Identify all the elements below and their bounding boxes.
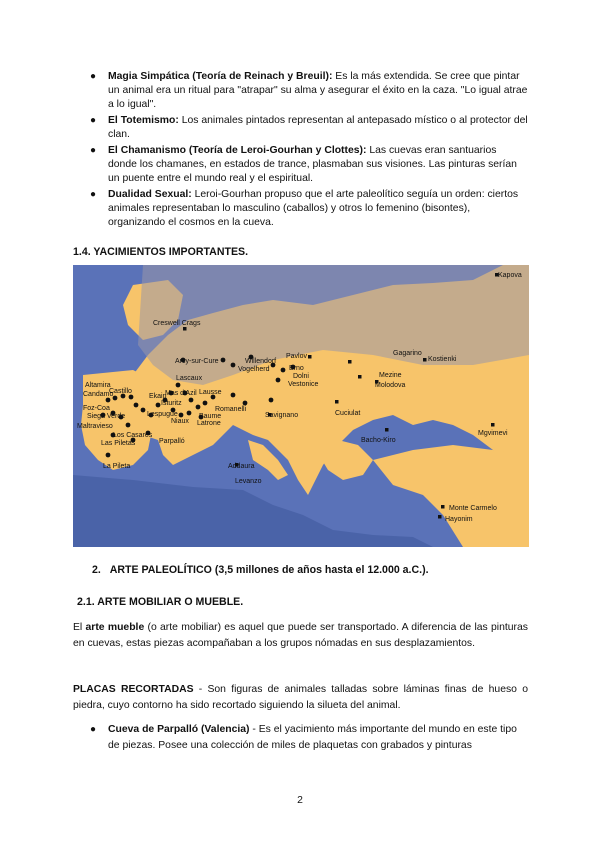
list-item	[88, 144, 528, 186]
theory-desc: Las cuevas eran santuarios donde los chamanes, en estados de trance, plasmaban sus visiones. Las pinturas serían un puente entre el mundo real y el espiritual.	[108, 145, 517, 184]
map-label: Creswell Crags	[153, 320, 201, 327]
heading-2-number: 2.	[92, 564, 101, 576]
text-run: (o arte mobiliar) es aquel que puede ser transportado. A diferencia de las pinturas en cuevas, estas piezas acompañaban a los grupos nómadas en sus desplazamientos.	[73, 622, 528, 649]
map-label: Lascaux	[176, 375, 203, 382]
map-label: Mezine	[379, 372, 402, 379]
heading-2	[92, 564, 429, 576]
map-label: Monte Carmelo	[449, 505, 497, 512]
map-label: Foz-Coa	[83, 405, 110, 412]
map-label: Niaux	[171, 418, 189, 425]
map-label: Mgvimevi	[478, 430, 508, 437]
map-label: Lespugue	[147, 411, 178, 418]
section-heading-2-1: 2.1. ARTE MOBILIAR O MUEBLE.	[77, 596, 244, 608]
sites-list	[88, 722, 528, 756]
map-label: Savignano	[265, 412, 299, 419]
map-label: Vogelherd	[238, 366, 270, 373]
map-label: Hayonim	[445, 516, 473, 523]
map-label: Molodova	[375, 382, 406, 389]
map-label: La Pileta	[103, 463, 131, 470]
text-run-bold: arte mueble	[85, 622, 145, 633]
map-label: Kostienki	[428, 356, 457, 363]
theory-term: El Chamanismo (Teoría de Leroi-Gourhan y Clottes):	[108, 145, 367, 156]
map-label: Kapova	[498, 272, 522, 279]
bullet-icon: ●	[90, 71, 97, 82]
list-item	[88, 188, 528, 230]
map-label: Altamira	[85, 382, 111, 389]
map-label: Las Piletas	[101, 440, 136, 447]
list-item	[88, 70, 528, 112]
theory-term: Dualidad Sexual:	[108, 189, 192, 200]
page-number: 2	[297, 795, 303, 806]
map-label: Addaura	[228, 463, 255, 470]
theory-desc: Los animales pintados representan al antepasado místico o al protector del clan.	[108, 115, 528, 140]
map-label: Pavlov	[286, 353, 308, 360]
theory-term: Magia Simpática (Teoría de Reinach y Breuil):	[108, 71, 333, 82]
map-label: Los Casares	[113, 432, 153, 439]
bullet-icon: ●	[90, 724, 97, 735]
bullet-icon: ●	[90, 145, 97, 156]
map-label: Willendorf	[245, 358, 277, 365]
theory-desc: Leroi-Gourhan propuso que el arte paleolítico seguía un orden: ciertos animales representaban lo masculino (caballos) y otros lo femenino (bisontes), organizando el cosmos en la cueva.	[108, 189, 519, 228]
map-label: Parpalló	[159, 438, 185, 445]
map-label: Maltravieso	[77, 423, 113, 430]
list-item	[88, 114, 528, 142]
map-label: Mas d'Azil	[165, 390, 197, 397]
map-label: Gagarino	[393, 350, 422, 357]
bullet-icon: ●	[90, 115, 97, 126]
map-label: Brno	[289, 365, 304, 372]
map-label: Vestonice	[288, 381, 319, 388]
map-label: Romanelli	[215, 406, 247, 413]
map-label: Isturitz	[161, 400, 182, 407]
sites-map	[73, 265, 529, 547]
theory-term: El Totemismo:	[108, 115, 179, 126]
heading-2-text: ARTE PALEOLÍTICO (3,5 millones de años hasta el 12.000 a.C.).	[109, 564, 429, 576]
theory-desc: Es la más extendida. Se cree que pintar un animal era un ritual para "atrapar" su alma y asegurar el éxito en la caza. "Lo igual atrae a lo igual".	[108, 71, 528, 110]
theories-list	[88, 70, 528, 232]
paragraph-placas	[73, 682, 528, 714]
desc: - Son figuras de animales talladas sobre láminas finas de hueso o piedra, cuyo contorno ha sido recortado siguiendo la silueta del animal.	[73, 684, 528, 711]
map-label: Candamo	[83, 391, 114, 398]
bullet-icon: ●	[90, 189, 97, 200]
section-heading-1-4: 1.4. YACIMIENTOS IMPORTANTES.	[73, 246, 249, 258]
map-label: Siega Verde	[87, 413, 126, 420]
term: PLACAS RECORTADAS	[73, 684, 194, 695]
map-label: Arcy-sur-Cure	[175, 358, 219, 365]
paragraph-arte-mueble	[73, 620, 528, 652]
map-label: Lausse	[199, 389, 222, 396]
site-desc: - Es el yacimiento más importante del mundo en este tipo de piezas. Posee una colección de miles de plaquetas con grabados y pinturas	[108, 724, 517, 751]
europe-map	[73, 265, 529, 547]
map-label: Bacho-Kiro	[361, 437, 396, 444]
map-label: Levanzo	[235, 478, 262, 485]
map-label: Dolni	[293, 373, 309, 380]
site-term: Cueva de Parpalló (Valencia)	[108, 724, 250, 735]
map-label: Cuciulat	[335, 410, 361, 417]
text-run: El	[73, 622, 86, 633]
map-label: Baume	[199, 413, 222, 420]
map-label: Castillo	[109, 388, 132, 395]
map-label: Latrone	[197, 420, 221, 427]
map-label: Ekain	[149, 393, 167, 400]
list-item	[88, 722, 528, 754]
